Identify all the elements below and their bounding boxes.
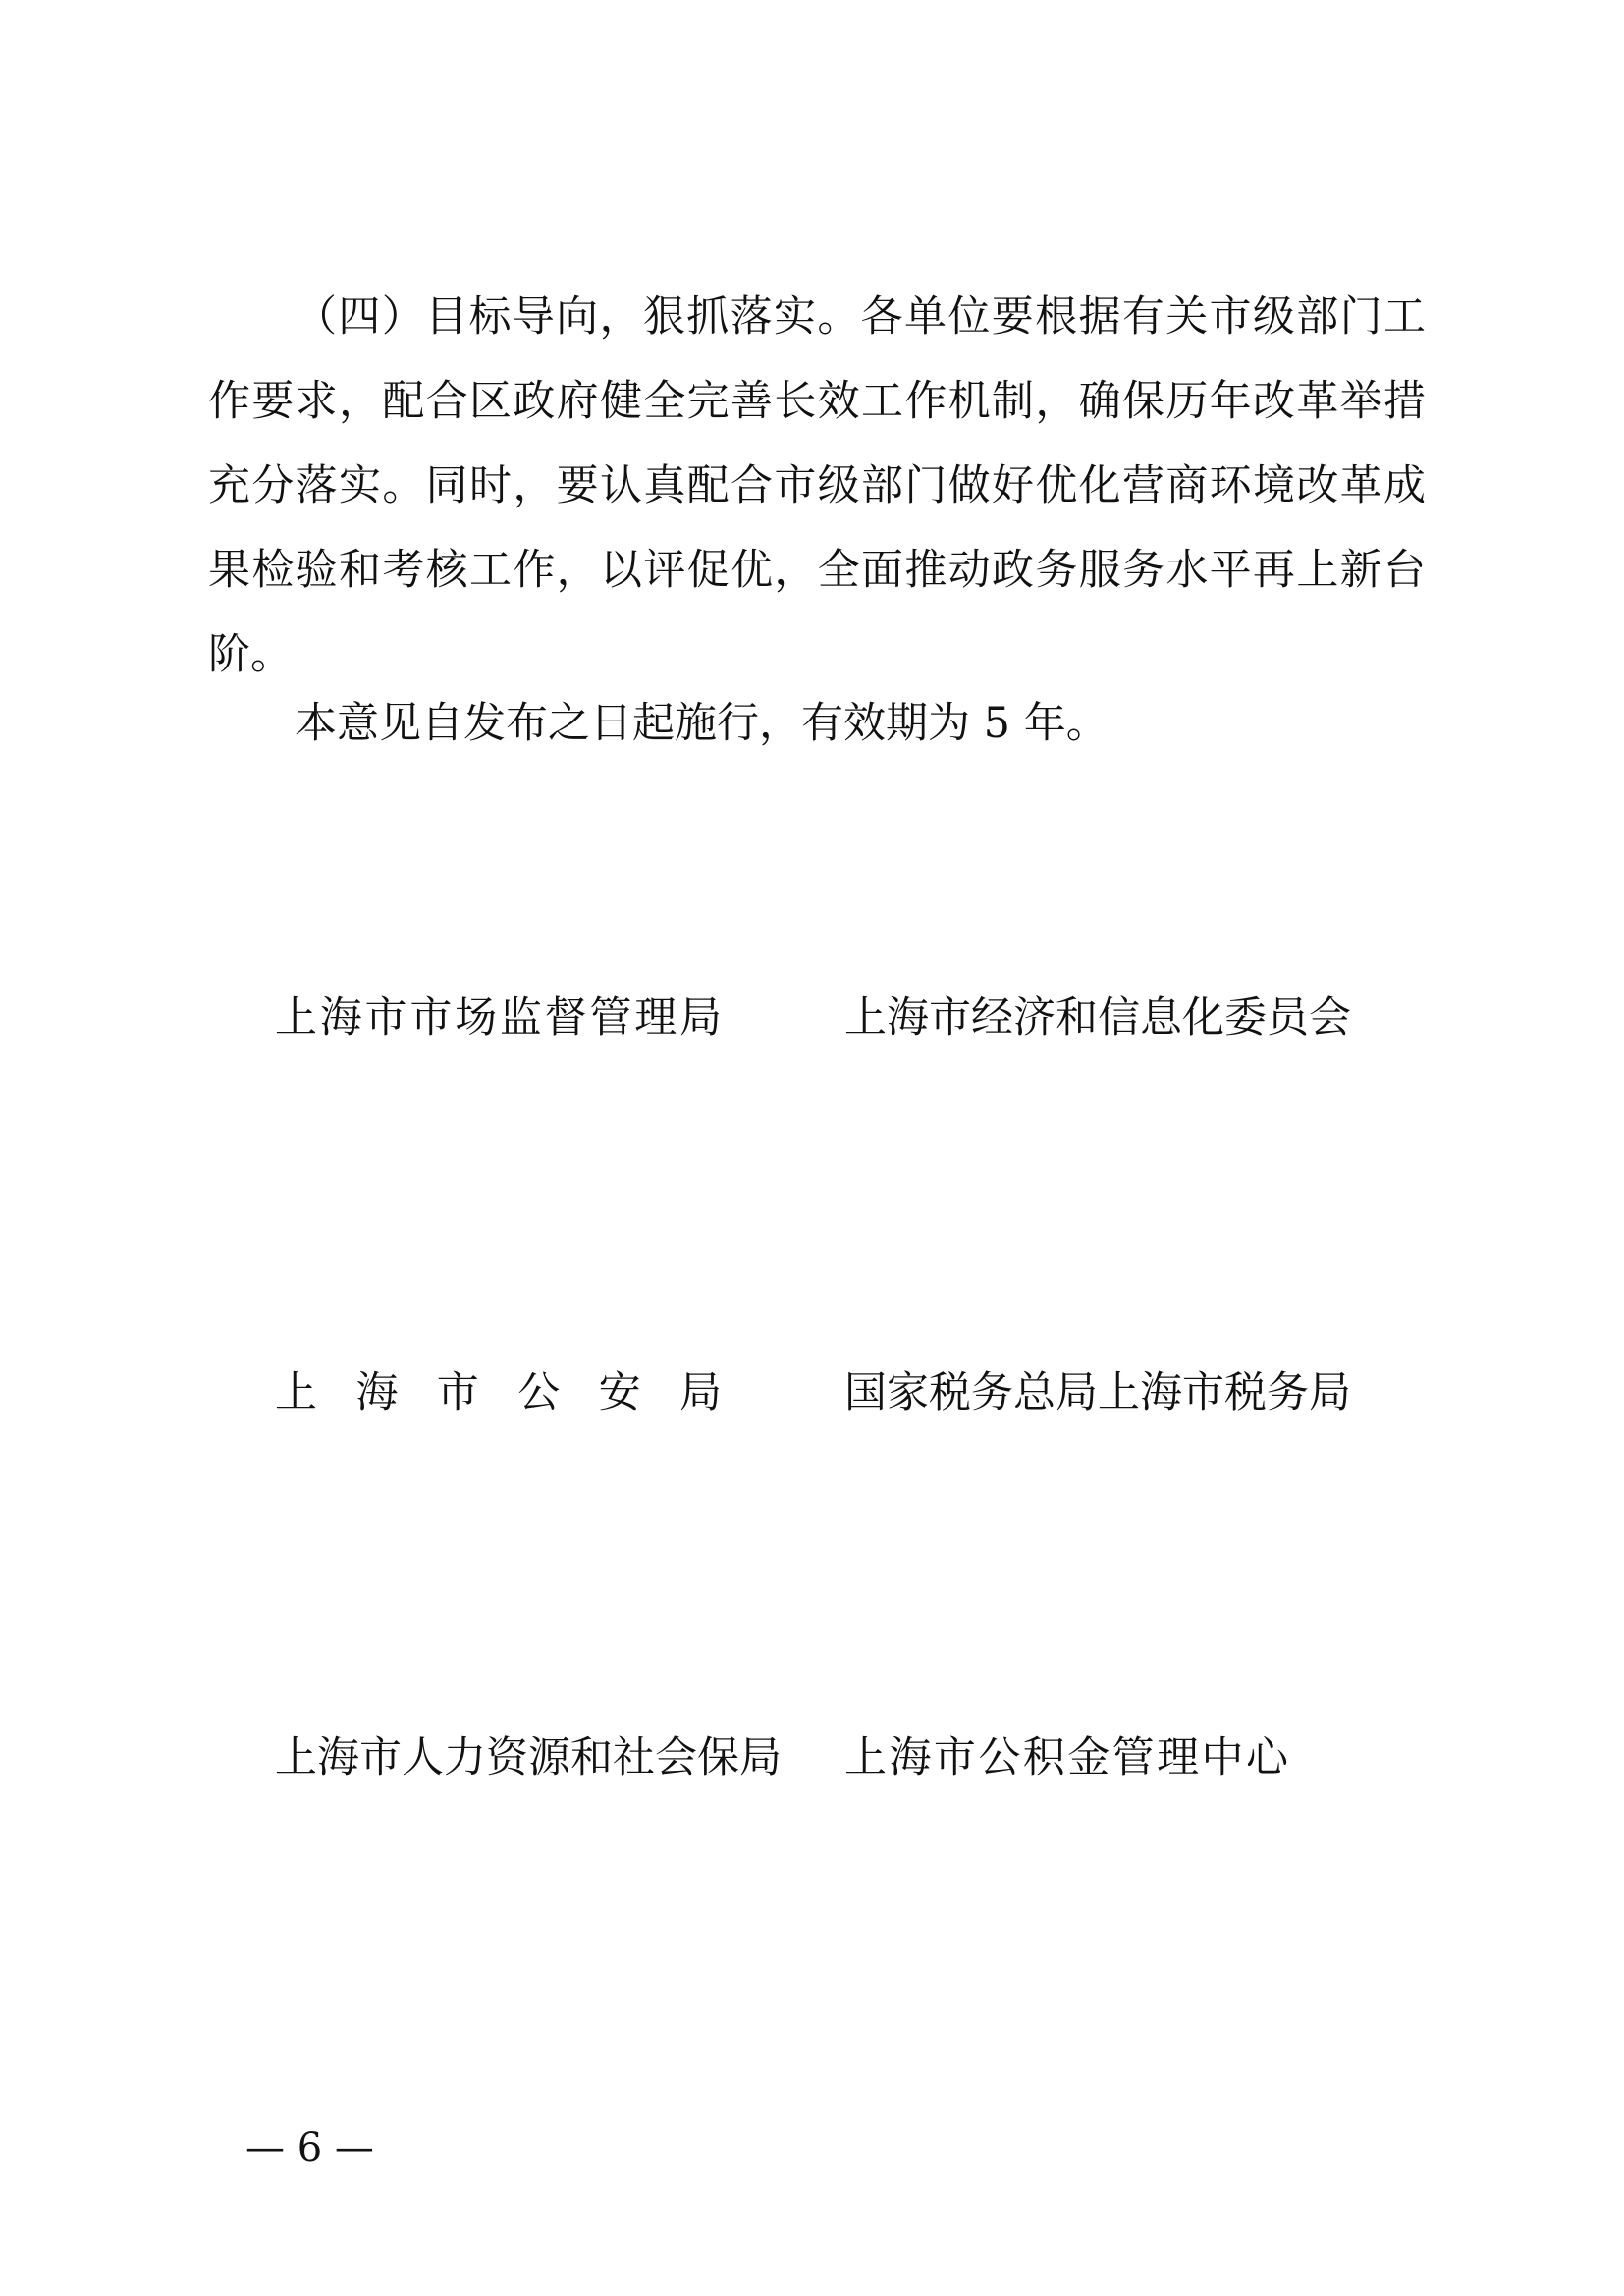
signatory-market-supervision: 上海市市场监督管理局 [275, 993, 722, 1042]
paragraph-line-2: 作要求，配合区政府健全完善长效工作机制，确保历年改革举措 [208, 377, 1426, 426]
paragraph-line-1: （四）目标导向，狠抓落实。各单位要根据有关市级部门工 [295, 293, 1426, 342]
paragraph-line-5: 阶。 [208, 630, 293, 679]
paragraph-line-3: 充分落实。同时，要认真配合市级部门做好优化营商环境改革成 [208, 461, 1426, 510]
signatory-housing-fund: 上海市公积金管理中心 [844, 1734, 1288, 1783]
signatory-tax-bureau: 国家税务总局上海市税务局 [844, 1368, 1351, 1417]
signatory-human-resources: 上海市人力资源和社会保局 [275, 1734, 782, 1783]
page-number: — 6 — [245, 2125, 374, 2170]
closing-statement: 本意见自发布之日起施行，有效期为 5 年。 [295, 699, 1109, 748]
paragraph-line-4: 果检验和考核工作，以评促优，全面推动政务服务水平再上新台 [208, 546, 1426, 595]
signatory-economy-informatization: 上海市经济和信息化委员会 [844, 993, 1351, 1042]
signatory-public-security: 上海市公安局 [275, 1368, 722, 1417]
